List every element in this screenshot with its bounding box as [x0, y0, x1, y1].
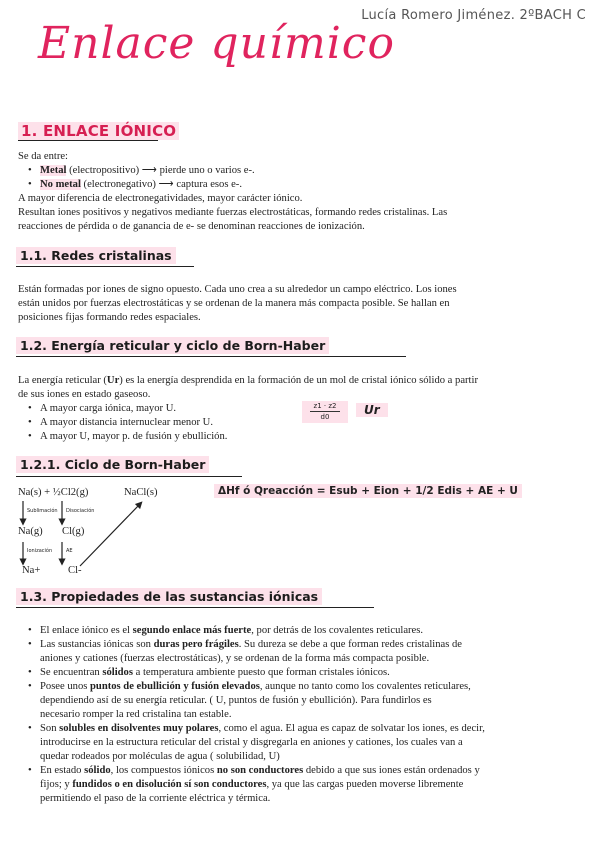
born-haber-reactants: Na(s) + ½Cl2(g)	[18, 487, 89, 498]
ur-symbol: Ur	[356, 403, 388, 417]
sublimacion-label: Sublimación	[27, 508, 58, 514]
cl-ion: Cl-	[68, 565, 82, 576]
section-heading-redes-cristalinas: 1.1. Redes cristalinas	[16, 247, 176, 264]
text-line: de sus iones en estado gaseoso.	[18, 389, 151, 400]
ionizacion-label: Ionización	[27, 548, 53, 554]
text-line: La energía reticular (Ur) es la energía desprendida en la formación de un mol de cristal iónico sólido a partir	[18, 375, 478, 386]
na-ion: Na+	[22, 565, 41, 576]
ae-label: AE	[66, 548, 73, 554]
section-heading-energia-reticular: 1.2. Energía reticular y ciclo de Born-Haber	[16, 337, 329, 354]
property-bullet: • Se encuentran sólidos a temperatura ambiente puesto que forman cristales iónicos.	[26, 666, 586, 680]
text-line: posiciones fijas formando redes espaciales.	[18, 312, 201, 323]
born-haber-product: NaCl(s)	[124, 487, 158, 498]
section-1-3-body	[26, 624, 586, 806]
bullet-no-metal: • No metal (electronegativo) ⟶ captura esos e-.	[26, 178, 588, 192]
section-1-1-body	[18, 283, 588, 325]
property-bullet: • En estado sólido, los compuestos iónicos no son conductores debido a que sus iones están ordenados y fijos; y fundidos o en disolución sí son conductores, ya que las cargas pueden moverse libremente permitiendo el paso de la corriente eléctrica y térmica.	[26, 764, 586, 806]
na-gas: Na(g)	[18, 526, 43, 537]
bullet-item: • A mayor U, mayor p. de fusión y ebullición.	[26, 430, 588, 444]
property-bullet: • Posee unos puntos de ebullición y fusión elevados, aunque no tanto como los covalentes reticulares, dependiendo así de su energía reticular. ( U, puntos de fusión y ebullición). Para fundirlos es necesario romper la red cristalina tan estable.	[26, 680, 586, 722]
bullet-item: • A mayor carga iónica, mayor U.	[26, 402, 588, 416]
section-heading-propiedades: 1.3. Propiedades de las sustancias iónicas	[16, 588, 322, 605]
ur-formula-fraction: z1 · z2 d0	[302, 401, 348, 423]
heading-underline	[16, 607, 374, 608]
property-bullet: • Son solubles en disolventes muy polares, como el agua. El agua es capaz de solvatar los iones, es decir, introducirse en la estructura reticular del cristal y disgregarla en aniones y cationes, los cuales van a quedar rodeados por moléculas de agua ( solubilidad, U)	[26, 722, 586, 764]
property-bullet: • El enlace iónico es el segundo enlace más fuerte, por detrás de los covalentes reticulares.	[26, 624, 586, 638]
page-title: Enlace químico	[38, 18, 395, 69]
heading-underline	[16, 356, 406, 357]
bullet-metal: • Metal (electropositivo) ⟶ pierde uno o varios e-.	[26, 164, 588, 178]
cl-gas: Cl(g)	[62, 526, 85, 537]
text-line: Resultan iones positivos y negativos mediante fuerzas electrostáticas, formando redes cristalinas. Las	[18, 207, 448, 218]
text-line: están unidos por fuerzas electrostáticas y se ordenan de la manera más compacta posible. Se hallan en	[18, 298, 450, 309]
heading-underline	[16, 266, 194, 267]
born-haber-equation: ΔHf ó Qreacción = Esub + Eion + 1/2 Edis + AE + U	[214, 484, 522, 498]
disociacion-label: Disociación	[66, 508, 95, 514]
text-line: Están formadas por iones de signo opuesto. Cada uno crea a su alrededor un campo eléctrico. Los iones	[18, 284, 457, 295]
bullet-item: • A mayor distancia internuclear menor U.	[26, 416, 588, 430]
property-bullet: • Las sustancias iónicas son duras pero frágiles. Su dureza se debe a que forman redes cristalinas de aniones y cationes (fuerzas electrostáticas), y se ordenan de la forma más compacta posible.	[26, 638, 586, 666]
section-1-body	[18, 150, 588, 234]
section-heading-ciclo-born-haber: 1.2.1. Ciclo de Born-Haber	[16, 456, 209, 473]
text-line: reacciones de pérdida o de ganancia de e- se denominan reacciones de ionización.	[18, 221, 365, 232]
author-name: Lucía Romero Jiménez. 2ºBACH C	[361, 8, 586, 23]
heading-underline	[18, 140, 158, 141]
text-line: A mayor diferencia de electronegatividades, mayor carácter iónico.	[18, 193, 303, 204]
heading-underline	[16, 476, 242, 477]
intro-text: Se da entre:	[18, 151, 69, 162]
section-heading-enlace-ionico: 1. ENLACE IÓNICO	[18, 122, 179, 140]
